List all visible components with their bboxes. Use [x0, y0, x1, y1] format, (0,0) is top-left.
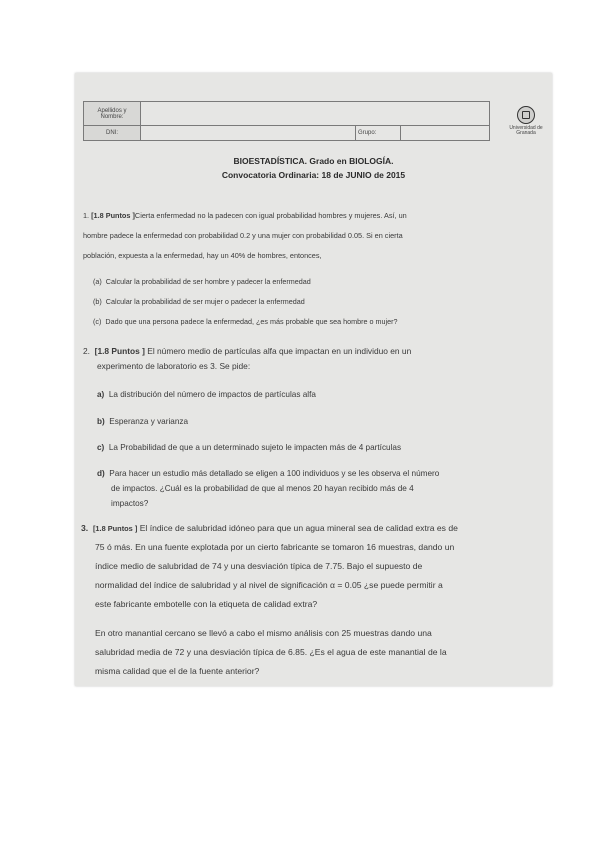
exam-subtitle: Convocatoria Ordinaria: 18 de JUNIO de 2015 — [221, 170, 406, 180]
list-item: (b) Calcular la probabilidad de ser mujer o padecer la enfermedad — [93, 297, 305, 306]
dni-field — [141, 126, 356, 141]
group-field — [401, 126, 490, 141]
question-text: índice medio de salubridad de 74 y una desviación típica de 7.75. Bajo el supuesto de — [95, 561, 423, 571]
list-item: a) La distribución del número de impactos de partículas alfa — [97, 390, 316, 399]
university-name: Universidad de Granada — [509, 125, 543, 136]
question-points: [1.8 Puntos ] — [91, 211, 135, 220]
list-item: d) Para hacer un estudio más detallado se eligen a 100 individuos y se les observa el número de impactos. ¿Cuál es la probabilidad de que al menos 20 hayan recibido más de 4 impactos? — [97, 469, 440, 508]
group-label: Grupo: — [356, 126, 401, 141]
question-text: 75 ó más. En una fuente explotada por un cierto fabricante se tomaron 16 muestras, dando un — [95, 542, 455, 552]
dni-label: DNI: — [84, 126, 141, 141]
question-text: hombre padece la enfermedad con probabilidad 0.2 y una mujer con probabilidad 0.05. Si en cierta — [83, 231, 403, 240]
question-text: Cierta enfermedad no la padecen con igual probabilidad hombres y mujeres. Así, un — [134, 211, 407, 220]
list-item: (c) Dado que una persona padece la enfermedad, ¿es más probable que sea hombre o mujer? — [93, 317, 398, 326]
exam-title: BIOESTADÍSTICA. Grado en BIOLOGÍA. — [233, 156, 394, 166]
question-points: [1.8 Puntos ] — [94, 346, 145, 356]
question-text: normalidad del índice de salubridad y al nivel de significación α = 0.05 ¿se puede permitir a — [95, 580, 443, 590]
question-number: 3. — [81, 523, 89, 533]
question-text: este fabricante embotelle con la etiqueta de calidad extra? — [95, 599, 318, 609]
list-item: c) La Probabilidad de que a un determinado sujeto le impacten más de 4 partículas — [97, 443, 402, 452]
question-number: 1. — [83, 211, 90, 220]
question-text: población, expuesta a la enfermedad, hay un 40% de hombres, entonces, — [83, 251, 322, 260]
question-text: salubridad media de 72 y una desviación típica de 6.85. ¿Es el agua de este manantial de la — [95, 647, 447, 657]
list-item: (a) Calcular la probabilidad de ser hombre y padecer la enfermedad — [93, 277, 311, 286]
student-info-table — [83, 101, 541, 141]
exam-sheet — [75, 73, 552, 686]
question-text: experimento de laboratorio es 3. Se pide: — [97, 361, 251, 371]
list-item: b) Esperanza y varianza — [97, 417, 189, 426]
university-logo — [506, 106, 546, 140]
question-number: 2. — [83, 346, 90, 356]
question-text: El índice de salubridad idóneo para que un agua mineral sea de calidad extra es de — [139, 523, 458, 533]
question-points: [1.8 Puntos ] — [92, 524, 138, 533]
question-text: El número medio de partículas alfa que impactan en un individuo en un — [147, 346, 412, 356]
name-label: Apellidos y Nombre: — [84, 102, 141, 126]
name-field — [141, 102, 490, 126]
question-text: misma calidad que el de la fuente anterior? — [95, 666, 260, 676]
question-text: En otro manantial cercano se llevó a cabo el mismo análisis con 25 muestras dando una — [95, 628, 432, 638]
university-seal-icon — [517, 106, 535, 124]
